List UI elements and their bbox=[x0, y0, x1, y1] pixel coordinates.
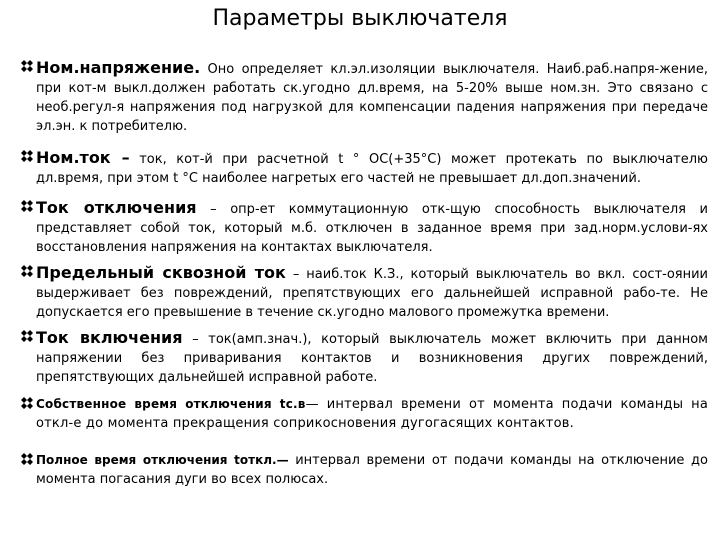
bullet-heading: Ток включения bbox=[36, 328, 183, 347]
bullet-item-breaking-current bbox=[20, 198, 708, 257]
diamond-bullet-icon bbox=[20, 329, 34, 343]
diamond-bullet-icon bbox=[20, 452, 34, 466]
diamond-bullet-icon bbox=[20, 199, 34, 213]
bullet-text: ток, кот-й при расчетной t ° ОС(+35°С) может протекать по выключателю дл.время, при этом t °С наиболее нагретых его частей не превышает дл.доп.значений. bbox=[36, 152, 709, 186]
bullet-item-rated-voltage bbox=[20, 58, 708, 136]
diamond-bullet-icon bbox=[20, 264, 34, 278]
bullet-item-own-opening-time bbox=[20, 395, 708, 433]
bullet-text: интервал времени от подачи команды на отключение до момента погасания дуги во всех полюсах. bbox=[36, 453, 708, 487]
bullet-text: — интервал времени от момента подачи команды на откл-е до момента прекращения соприкосновения дугогасящих контактов. bbox=[36, 397, 708, 431]
diamond-bullet-icon bbox=[20, 396, 34, 410]
bullet-text: Оно определяет кл.эл.изоляции выключателя. Наиб.раб.напря-жение, при кот-м выкл.должен работать ск.угодно дл.время, на 5-20% выше ном.зн. Это связано с необ.регул-я напряжения под нагрузкой для компенсации падения напряжения при передаче эл.эн. к потребителю. bbox=[36, 62, 708, 134]
bullet-list bbox=[20, 58, 708, 489]
bullet-item-rated-current bbox=[20, 148, 708, 188]
bullet-item-through-current bbox=[20, 263, 708, 322]
bullet-heading: Ном.напряжение. bbox=[36, 58, 201, 77]
slide-title: Параметры выключателя bbox=[212, 6, 508, 31]
diamond-bullet-icon bbox=[20, 149, 34, 163]
bullet-item-total-opening-time bbox=[20, 451, 708, 489]
bullet-text: – ток(амп.знач.), который выключатель может включить при данном напряжении без приваривания контактов и возникновения других повреждений, препятствующих дальнейшей исправной работе. bbox=[36, 332, 708, 385]
bullet-text: – наиб.ток К.З., который выключатель во вкл. сост-оянии выдерживает без повреждений, препятствующих его дальнейшей исправной рабо-те. Не допускается его превышение в течение ск.угодно малового промежутка времени. bbox=[36, 267, 709, 320]
bullet-text: – опр-ет коммутационную отк-щую способность выключателя и представляет собой ток, который м.б. отключен в заданное время при зад.норм.услови-ях восстановления напряжения на контактах выключателя. bbox=[36, 202, 708, 255]
diamond-bullet-icon bbox=[20, 59, 34, 73]
bullet-heading: Ном.ток – bbox=[36, 148, 130, 167]
bullet-item-making-current bbox=[20, 328, 708, 387]
bullet-heading: Предельный сквозной ток bbox=[36, 263, 286, 282]
bullet-heading: Ток отключения bbox=[36, 198, 197, 217]
bullet-heading: Собственное время отключения tс.в bbox=[36, 397, 306, 411]
bullet-heading: Полное время отключения tоткл.— bbox=[36, 453, 289, 467]
